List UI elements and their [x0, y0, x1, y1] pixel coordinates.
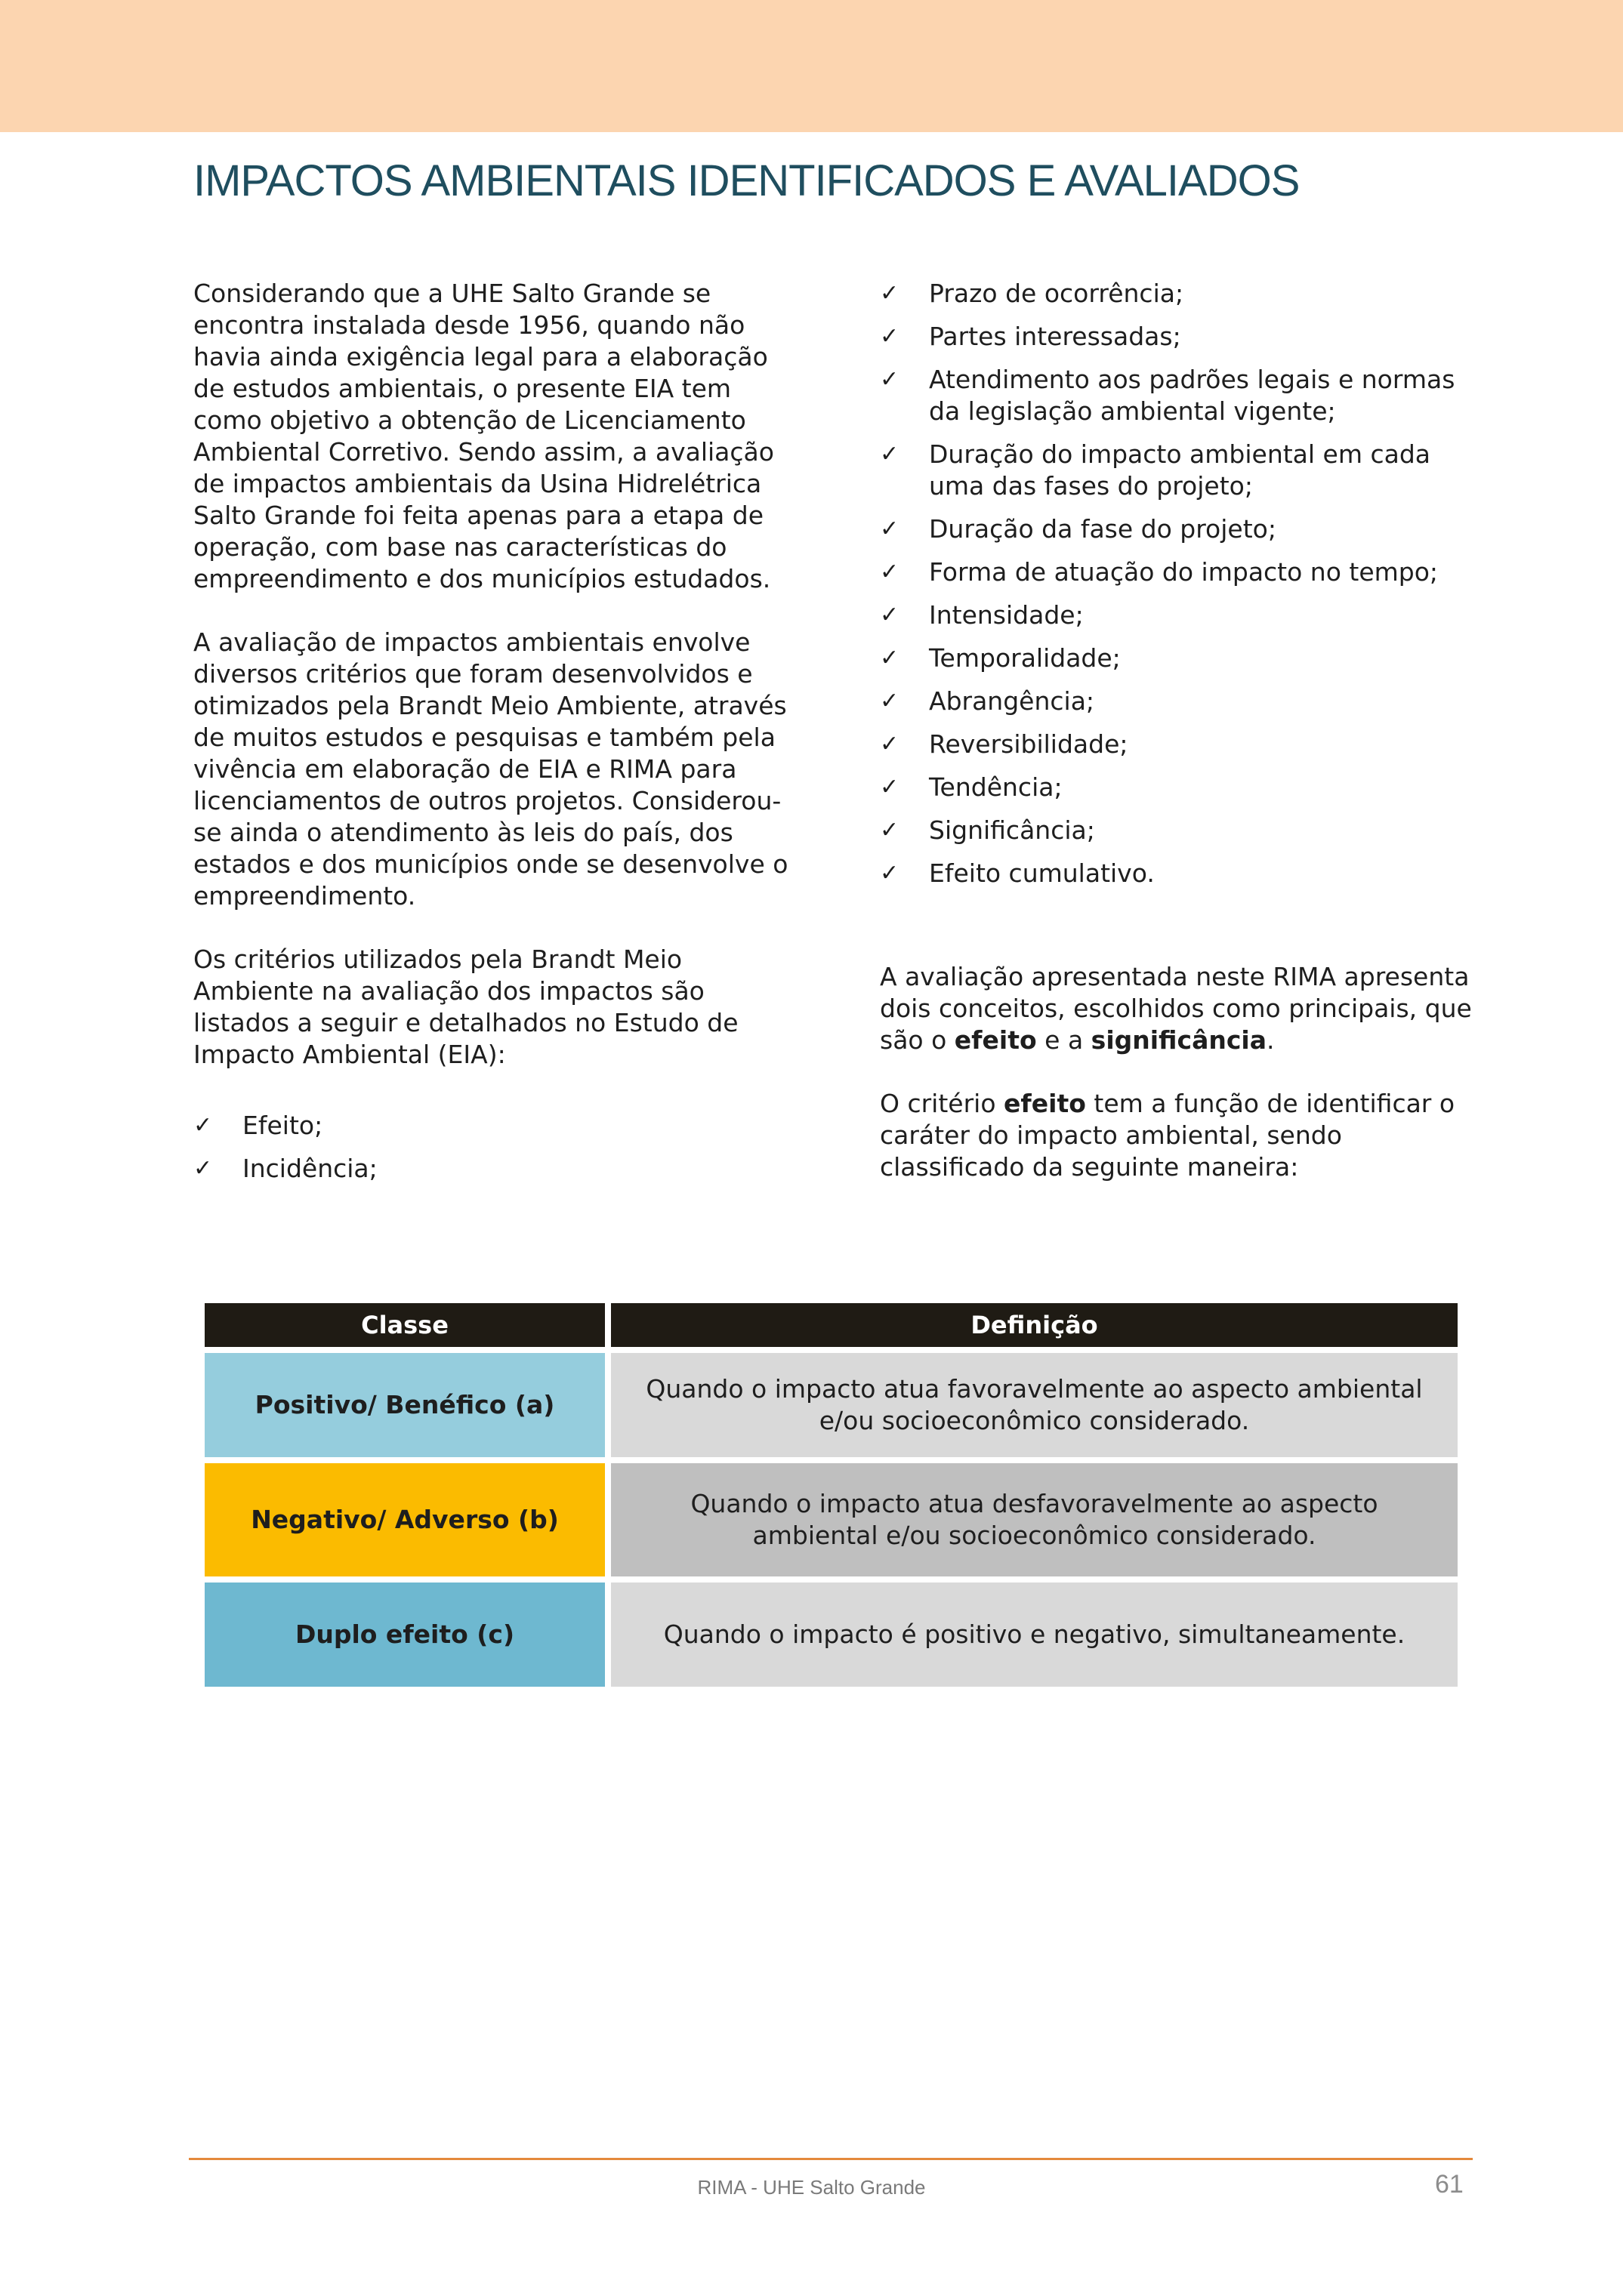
list-item: ✓ Duração do impacto ambiental em cada uma das fases do projeto;: [880, 439, 1431, 501]
footer-title: RIMA - UHE Salto Grande: [697, 2176, 926, 2199]
list-item: ✓ Temporalidade;: [880, 643, 1121, 673]
checkmark-icon: ✓: [193, 1155, 213, 1182]
checkmark-icon: ✓: [880, 559, 899, 585]
checkmark-icon: ✓: [880, 860, 899, 886]
list-item: ✓ Partes interessadas;: [880, 322, 1181, 351]
footer-rule: [189, 2158, 1473, 2160]
column-header-definicao: Definição: [611, 1303, 1458, 1347]
definition-cell: Quando o impacto atua favoravelmente ao aspecto ambiental e/ou socioeconômico considerado.: [611, 1353, 1458, 1457]
checkmark-icon: ✓: [880, 774, 899, 800]
class-cell-positivo: Positivo/ Benéfico (a): [205, 1353, 605, 1457]
checkmark-icon: ✓: [193, 1112, 213, 1139]
right-column: [880, 278, 1484, 1183]
checkmark-icon: ✓: [880, 280, 899, 307]
list-item: ✓ Incidência;: [193, 1154, 378, 1183]
left-column: [193, 278, 798, 1196]
concepts-paragraph: A avaliação apresentada neste RIMA apresenta dois conceitos, escolhidos como principais, que são o efeito e a significância.: [880, 962, 1472, 1055]
class-cell-duplo: Duplo efeito (c): [205, 1583, 605, 1687]
definition-cell: Quando o impacto é positivo e negativo, simultaneamente.: [611, 1583, 1458, 1687]
criteria-intro-paragraph: Os critérios utilizados pela Brandt Meio Ambiente na avaliação dos impactos são listados a seguir e detalhados no Estudo de Impacto Ambiental (EIA):: [193, 945, 739, 1069]
header-band: [0, 0, 1623, 132]
checkmark-icon: ✓: [880, 731, 899, 757]
checkmark-icon: ✓: [880, 516, 899, 542]
table-row: [205, 1353, 1458, 1457]
criteria-paragraph: A avaliação de impactos ambientais envolve diversos critérios que foram desenvolvidos e otimizados pela Brandt Meio Ambiente, através de muitos estudos e pesquisas e também pela vivência em elaboração de EIA e RIMA para licenciamentos de outros projetos. Considerou-se ainda o atendimento às leis do país, dos estados e dos municípios onde se desenvolve o empreendimento.: [193, 627, 788, 911]
table-row: [205, 1583, 1458, 1687]
checkmark-icon: ✓: [880, 366, 899, 393]
effect-classification-table: [199, 1297, 1464, 1693]
class-cell-negativo: Negativo/ Adverso (b): [205, 1463, 605, 1576]
list-item: ✓ Significância;: [880, 815, 1095, 845]
page-number: 61: [1435, 2170, 1464, 2199]
checkmark-icon: ✓: [880, 441, 899, 467]
list-item: ✓ Atendimento aos padrões legais e normas da legislação ambiental vigente;: [880, 365, 1455, 426]
definition-cell: Quando o impacto atua desfavoravelmente ao aspecto ambiental e/ou socioeconômico considerado.: [611, 1463, 1458, 1576]
checkmark-icon: ✓: [880, 688, 899, 714]
column-header-classe: Classe: [205, 1303, 605, 1347]
list-item: ✓ Prazo de ocorrência;: [880, 279, 1184, 308]
list-item: ✓ Tendência;: [880, 772, 1063, 802]
checkmark-icon: ✓: [880, 817, 899, 843]
criteria-list-left: [193, 1110, 798, 1185]
list-item: ✓ Reversibilidade;: [880, 729, 1128, 759]
effect-paragraph: O critério efeito tem a função de identificar o caráter do impacto ambiental, sendo classificado da seguinte maneira:: [880, 1089, 1455, 1182]
list-item: ✓ Abrangência;: [880, 686, 1095, 716]
table-row: [205, 1463, 1458, 1576]
list-item: ✓ Duração da fase do projeto;: [880, 514, 1276, 544]
table-header-row: [205, 1303, 1458, 1347]
list-item: ✓ Efeito cumulativo.: [880, 858, 1155, 888]
intro-paragraph: Considerando que a UHE Salto Grande se encontra instalada desde 1956, quando não havia ainda exigência legal para a elaboração de estudos ambientais, o presente EIA tem como objetivo a obtenção de Licenciamento Ambiental Corretivo. Sendo assim, a avaliação de impactos ambientais da Usina Hidrelétrica Salto Grande foi feita apenas para a etapa de operação, com base nas características do empreendimento e dos municípios estudados.: [193, 279, 774, 593]
list-item: ✓ Forma de atuação do impacto no tempo;: [880, 557, 1439, 587]
checkmark-icon: ✓: [880, 323, 899, 350]
list-item: ✓ Efeito;: [193, 1111, 323, 1140]
checkmark-icon: ✓: [880, 602, 899, 628]
page-title: IMPACTOS AMBIENTAIS IDENTIFICADOS E AVALIADOS: [193, 156, 1300, 205]
list-item: ✓ Intensidade;: [880, 600, 1084, 630]
checkmark-icon: ✓: [880, 645, 899, 671]
criteria-list-right: [880, 278, 1484, 889]
